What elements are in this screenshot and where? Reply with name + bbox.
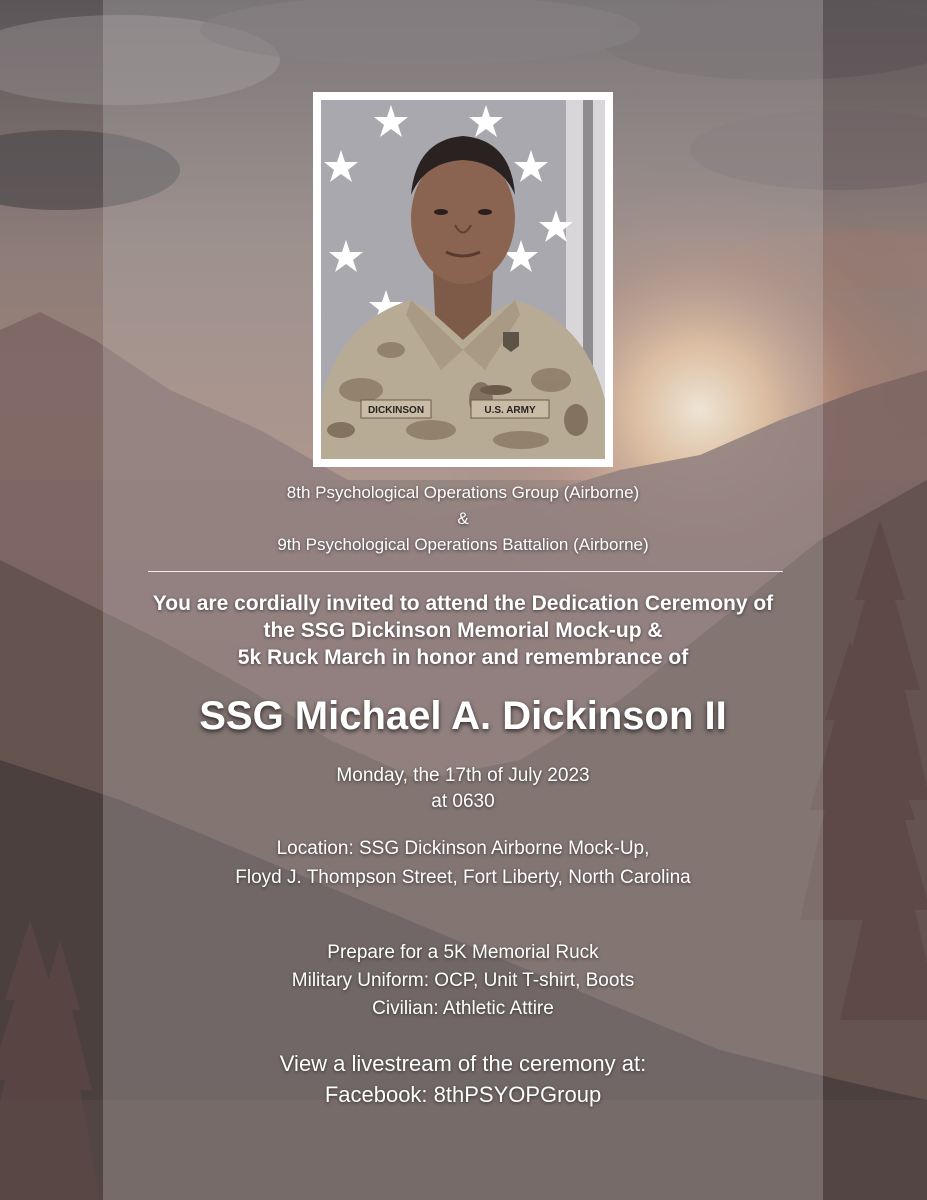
portrait-photo — [321, 100, 605, 459]
event-date: Monday, the 17th of July 2023 — [336, 765, 590, 786]
divider-line — [148, 571, 783, 572]
honoree-name: SSG Michael A. Dickinson II — [199, 694, 727, 738]
portrait-photo-frame — [313, 92, 613, 467]
invitation-line-1: You are cordially invited to attend the Dedication Ceremony of — [152, 592, 774, 615]
location-line-1: Location: SSG Dickinson Airborne Mock-Up, — [276, 838, 650, 859]
attire-line-1: Prepare for a 5K Memorial Ruck — [327, 942, 599, 963]
invitation-line-3: 5k Ruck March in honor and remembrance of — [237, 646, 689, 669]
host-ampersand: & — [457, 509, 469, 528]
attire-line-2: Military Uniform: OCP, Unit T-shirt, Boots — [291, 970, 635, 991]
location-line-2: Floyd J. Thompson Street, Fort Liberty, North Carolina — [235, 867, 691, 888]
invitation-line-2: the SSG Dickinson Memorial Mock-up & — [263, 619, 663, 642]
event-time: at 0630 — [431, 791, 495, 812]
branch-tape: U.S. ARMY — [484, 405, 536, 416]
livestream-facebook: Facebook: 8thPSYOPGroup — [324, 1082, 602, 1107]
host-unit-2: 9th Psychological Operations Battalion (Airborne) — [277, 535, 649, 554]
attire-line-3: Civilian: Athletic Attire — [372, 998, 554, 1019]
livestream-line-1: View a livestream of the ceremony at: — [279, 1051, 647, 1076]
name-tape: DICKINSON — [367, 405, 425, 416]
host-unit-1: 8th Psychological Operations Group (Airborne) — [286, 483, 640, 502]
invitation-content — [103, 0, 823, 1200]
